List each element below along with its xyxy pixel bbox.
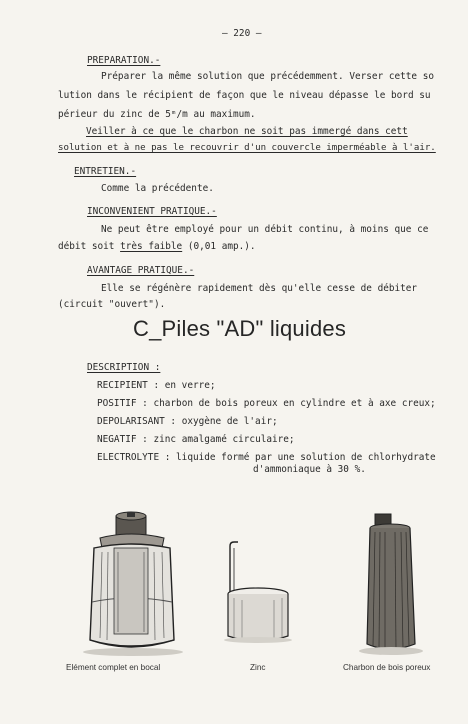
preparation-warning-1: Veiller à ce que le charbon ne soit pas immergé dans cett	[86, 126, 408, 137]
description-value: en verre;	[164, 380, 216, 391]
description-electrolyte-continued: d'ammoniaque à 30 %.	[253, 464, 366, 475]
description-item-electrolyte	[97, 452, 436, 463]
entretien-text: Comme la précédente.	[101, 183, 214, 194]
inconvenient-heading: INCONVENIENT PRATIQUE.-	[87, 206, 217, 217]
description-label: POSITIF :	[97, 398, 148, 409]
avantage-line-1: Elle se régénère rapidement dès qu'elle cesse de débiter	[101, 283, 418, 294]
inconvenient-line-2-start: débit soit	[58, 241, 121, 252]
page-number: – 220 –	[222, 28, 262, 39]
preparation-line-2: lution dans le récipient de façon que le niveau dépasse le bord su	[58, 90, 431, 101]
avantage-heading: AVANTAGE PRATIQUE.-	[87, 265, 195, 276]
inconvenient-line-2-end: (0,01 amp.).	[182, 241, 256, 252]
description-item-positif	[97, 398, 436, 409]
description-value: liquide formé par une solution de chlorhydrate	[176, 452, 436, 463]
description-label: NEGATIF :	[97, 434, 148, 445]
description-heading: DESCRIPTION :	[87, 362, 161, 373]
description-value: oxygène de l'air;	[181, 416, 278, 427]
preparation-line-3: périeur du zinc de 5ᵐ/m au maximum.	[58, 109, 256, 120]
carbon-caption: Charbon de bois poreux	[343, 663, 431, 672]
jar-cell-illustration	[78, 512, 188, 657]
zinc-cylinder-illustration	[218, 540, 298, 645]
description-label: ELECTROLYTE :	[97, 452, 171, 463]
zinc-caption: Zinc	[250, 663, 266, 672]
description-item-depolarisant	[97, 416, 278, 427]
preparation-heading: PREPARATION.-	[87, 55, 161, 66]
section-title: C_Piles "AD" liquides	[133, 316, 347, 341]
description-label: RECIPIENT :	[97, 380, 160, 391]
jar-caption: Elément complet en bocal	[66, 663, 161, 672]
description-label: DEPOLARISANT :	[97, 416, 177, 427]
description-value: charbon de bois poreux en cylindre et à axe creux;	[153, 398, 436, 409]
avantage-line-2: (circuit "ouvert").	[58, 299, 166, 310]
carbon-cylinder-illustration	[355, 512, 425, 657]
entretien-heading: ENTRETIEN.-	[74, 166, 137, 177]
description-item-negatif	[97, 434, 295, 445]
preparation-line-1: Préparer la même solution que précédemment. Verser cette so	[101, 71, 435, 82]
inconvenient-line-2	[58, 241, 256, 252]
description-item-recipient	[97, 380, 216, 391]
description-value: zinc amalgamé circulaire;	[153, 434, 295, 445]
inconvenient-line-1: Ne peut être employé pour un débit continu, à moins que ce	[101, 224, 429, 235]
inconvenient-emphasis: très faible	[120, 241, 183, 252]
preparation-warning-2: solution et à ne pas le recouvrir d'un couvercle imperméable à l'air.	[58, 143, 436, 153]
